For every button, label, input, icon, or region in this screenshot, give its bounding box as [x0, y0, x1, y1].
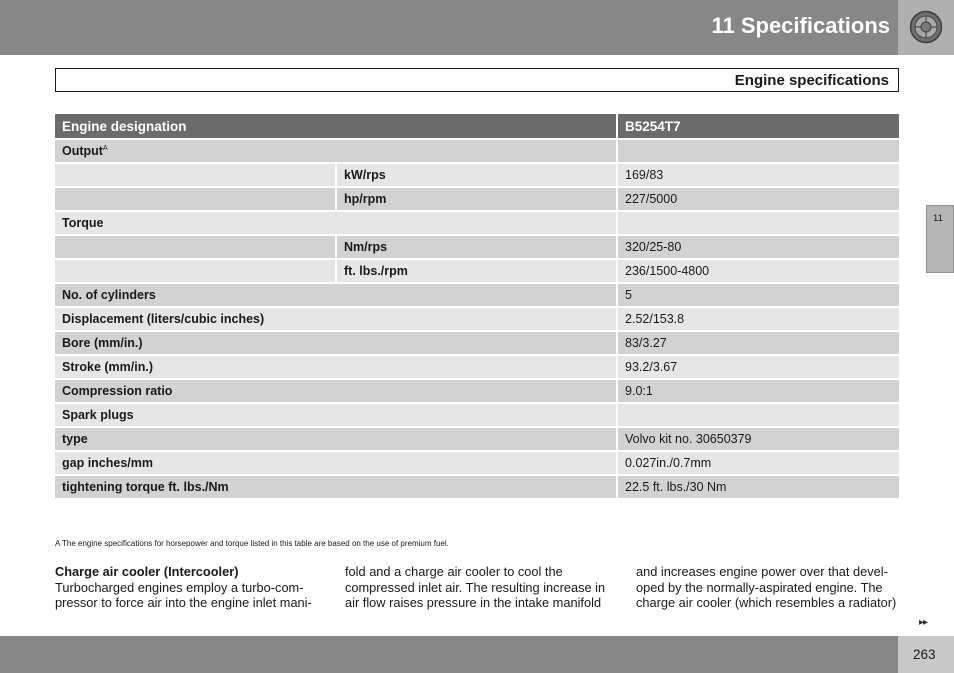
- row-label: Compression ratio: [55, 380, 618, 404]
- page-number: 263: [913, 647, 936, 662]
- table-row: [55, 212, 899, 236]
- row-value: 0.027in./0.7mm: [618, 452, 899, 476]
- row-label: [55, 164, 337, 188]
- body-heading: Charge air cooler (Intercooler): [55, 564, 239, 579]
- row-label: Torque: [55, 212, 618, 236]
- row-value: 9.0:1: [618, 380, 899, 404]
- table-row: [55, 308, 899, 332]
- row-unit: Nm/rps: [337, 236, 618, 260]
- table-row: [55, 452, 899, 476]
- row-value: 2.52/153.8: [618, 308, 899, 332]
- table-row: [55, 236, 899, 260]
- row-label: Bore (mm/in.): [55, 332, 618, 356]
- table-row: [55, 476, 899, 500]
- row-value: 320/25-80: [618, 236, 899, 260]
- row-value: 5: [618, 284, 899, 308]
- row-value: 236/1500-4800: [618, 260, 899, 284]
- table-header-row: [55, 114, 899, 140]
- footer-bar: [0, 636, 898, 673]
- row-label: No. of cylinders: [55, 284, 618, 308]
- footnote-marker: A: [102, 144, 108, 152]
- row-value: [618, 140, 899, 164]
- section-title: Engine specifications: [734, 72, 889, 89]
- table-row: [55, 188, 899, 212]
- row-value: 227/5000: [618, 188, 899, 212]
- row-unit: hp/rpm: [337, 188, 618, 212]
- row-value: 169/83: [618, 164, 899, 188]
- row-value: 83/3.27: [618, 332, 899, 356]
- page-number-box: [898, 636, 954, 673]
- continue-arrow-icon: ▸▸: [919, 617, 928, 628]
- body-column-2: [345, 564, 610, 611]
- footnote-text: The engine specifications for horsepower and torque listed in this table are based on the use of premium fuel.: [61, 539, 449, 548]
- table-row: [55, 428, 899, 452]
- body-column-3: [636, 564, 901, 611]
- table-row: [55, 164, 899, 188]
- logo-box: [898, 0, 954, 55]
- engine-spec-table: [55, 114, 899, 500]
- row-value: [618, 212, 899, 236]
- column-header-designation: Engine designation: [55, 114, 618, 140]
- row-unit: ft. lbs./rpm: [337, 260, 618, 284]
- specifications-logo-icon: [909, 10, 943, 44]
- row-value: [618, 404, 899, 428]
- table-row: [55, 356, 899, 380]
- table-row: [55, 140, 899, 164]
- footnote: [55, 539, 449, 548]
- footnote-marker: A: [55, 539, 60, 548]
- section-header: [55, 68, 899, 92]
- table-row: [55, 284, 899, 308]
- row-value: 93.2/3.67: [618, 356, 899, 380]
- row-label: tightening torque ft. lbs./Nm: [55, 476, 618, 500]
- row-label: Displacement (liters/cubic inches): [55, 308, 618, 332]
- column-header-engine: B5254T7: [618, 114, 899, 140]
- chapter-title: 11 Specifications: [711, 13, 890, 38]
- row-label: [55, 236, 337, 260]
- row-label: Stroke (mm/in.): [55, 356, 618, 380]
- row-label: gap inches/mm: [55, 452, 618, 476]
- side-tab-label: 11: [933, 213, 943, 224]
- body-text-3: and increases engine power over that devel-oped by the normally-aspirated engine. The charge air cooler (which resembles a radiator): [636, 564, 897, 610]
- row-label: [55, 260, 337, 284]
- row-label: Output$^A$: [55, 140, 618, 164]
- table-row: [55, 260, 899, 284]
- row-value: Volvo kit no. 30650379: [618, 428, 899, 452]
- header-bar: [0, 0, 898, 55]
- body-column-1: [55, 564, 320, 611]
- row-label: [55, 188, 337, 212]
- chapter-side-tab[interactable]: [926, 205, 954, 273]
- body-text-2: fold and a charge air cooler to cool the compressed inlet air. The resulting increase in air flow raises pressure in the intake manifold: [345, 564, 606, 610]
- row-label: Spark plugs: [55, 404, 618, 428]
- table-row: [55, 380, 899, 404]
- row-unit: kW/rps: [337, 164, 618, 188]
- table-row: [55, 404, 899, 428]
- row-value: 22.5 ft. lbs./30 Nm: [618, 476, 899, 500]
- table-row: [55, 332, 899, 356]
- body-text-1: Turbocharged engines employ a turbo-com-pressor to force air into the engine inlet mani-: [55, 579, 312, 610]
- row-label: type: [55, 428, 618, 452]
